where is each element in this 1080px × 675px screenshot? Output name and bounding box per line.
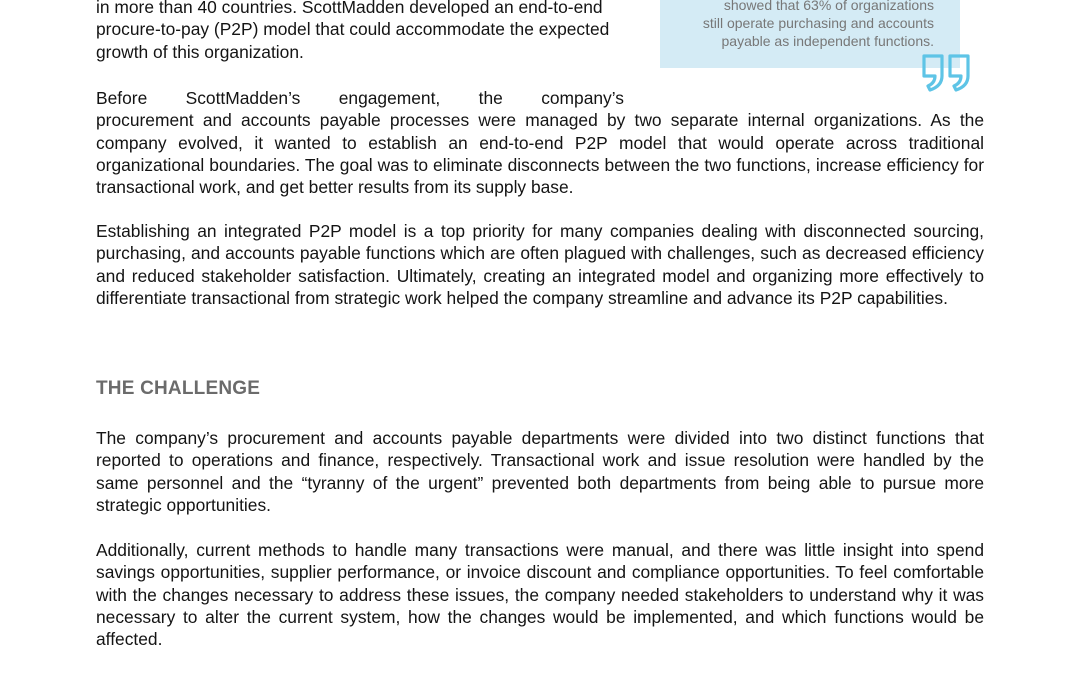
engagement-paragraph-lead: Before ScottMadden’s engagement, the company’s xyxy=(96,88,624,108)
callout-box xyxy=(660,0,960,68)
additionally-paragraph: Additionally, current methods to handle many transactions were manual, and there was little insight into spend savings opportunities, supplier performance, or invoice discount and compliance opportunities. To feel comfortable with the changes necessary to address these issues, the company needed stakeholders to understand why it was necessary to alter the current system, how the changes would be implemented, and which functions would be affected. xyxy=(96,540,984,650)
engagement-paragraph xyxy=(96,87,984,198)
challenge-heading: THE CHALLENGE xyxy=(96,378,261,399)
challenge-paragraph: The company’s procurement and accounts payable departments were divided into two distinct functions that reported to operations and finance, respectively. Transactional work and issue resolution were handled by the same personnel and the “tyranny of the urgent” prevented both departments from being able to pursue more strategic opportunities. xyxy=(96,428,984,515)
intro-paragraph: in more than 40 countries. ScottMadden developed an end-to-end procure-to-pay (P2P) model that could accommodate the expected growth of this organization. xyxy=(96,0,610,62)
engagement-paragraph-body: procurement and accounts payable processes were managed by two separate internal organizations. As the company evolved, it wanted to establish an end-to-end P2P model that would operate across traditional organizational boundaries. The goal was to eliminate disconnects between the two functions, increase efficiency for transactional work, and get better results from its supply base. xyxy=(96,110,984,198)
callout-text: showed that 63% of organizations still operate purchasing and accounts payable as independent functions. xyxy=(702,0,934,49)
establishing-paragraph: Establishing an integrated P2P model is a top priority for many companies dealing with disconnected sourcing, purchasing, and accounts payable functions which are often plagued with challenges, such as decreased efficiency and reduced stakeholder satisfaction. Ultimately, creating an integrated model and organizing more effectively to differentiate transactional from strategic work helped the company streamline and advance its P2P capabilities. xyxy=(96,221,984,308)
